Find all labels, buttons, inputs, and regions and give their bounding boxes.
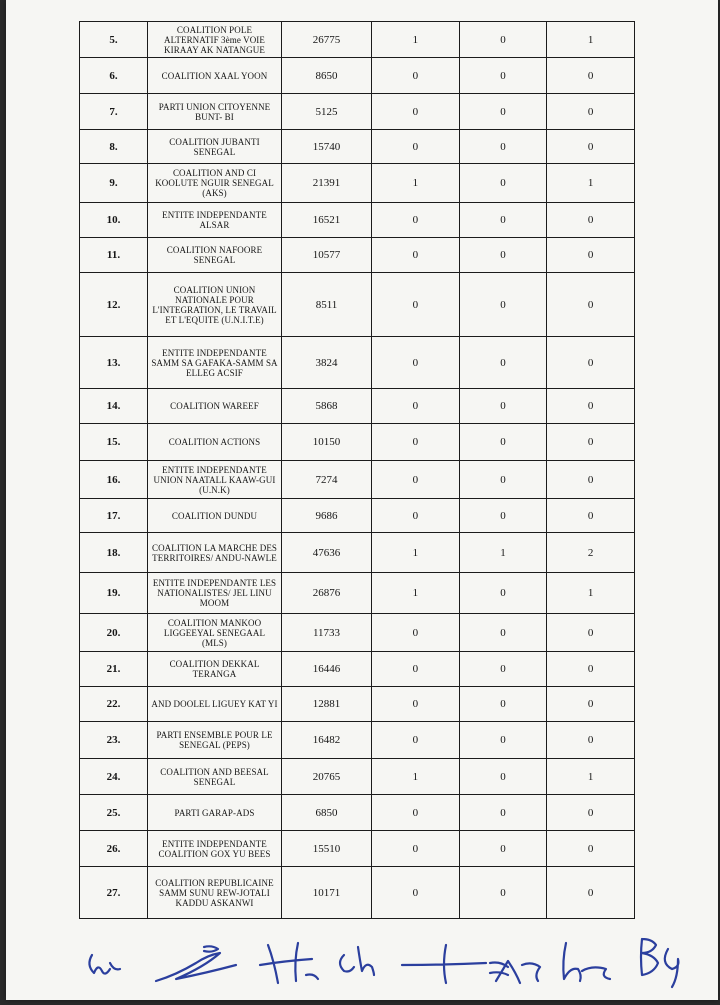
party-name: COALITION AND BEESAL SENEGAL <box>148 759 282 795</box>
party-name: COALITION NAFOORE SENEGAL <box>148 238 282 273</box>
vote-count: 9686 <box>282 499 372 533</box>
party-name: COALITION UNION NATIONALE POUR L'INTEGRATION, LE TRAVAIL ET L'EQUITE (U.N.I.T.E) <box>148 273 282 337</box>
table-row <box>80 22 635 58</box>
table-row <box>80 614 635 652</box>
row-number: 14. <box>80 389 148 424</box>
row-number: 15. <box>80 424 148 461</box>
seats-col-3: 0 <box>547 867 635 919</box>
seats-col-1: 1 <box>372 22 460 58</box>
table-row <box>80 130 635 164</box>
seats-col-3: 0 <box>547 389 635 424</box>
party-name: COALITION POLE ALTERNATIF 3ème VOIE KIRAAY AK NATANGUE <box>148 22 282 58</box>
party-name: ENTITE INDEPENDANTE SAMM SA GAFAKA-SAMM SA ELLEG ACSIF <box>148 337 282 389</box>
seats-col-2: 0 <box>459 687 547 722</box>
table-row <box>80 389 635 424</box>
seats-col-2: 0 <box>459 759 547 795</box>
vote-count: 47636 <box>282 533 372 573</box>
seats-col-1: 0 <box>372 461 460 499</box>
seats-col-3: 0 <box>547 203 635 238</box>
handwritten-signatures <box>6 925 718 1000</box>
vote-count: 16446 <box>282 652 372 687</box>
seats-col-1: 0 <box>372 273 460 337</box>
seats-col-3: 1 <box>547 164 635 203</box>
row-number: 20. <box>80 614 148 652</box>
row-number: 7. <box>80 94 148 130</box>
vote-count: 15510 <box>282 831 372 867</box>
seats-col-1: 0 <box>372 424 460 461</box>
seats-col-1: 0 <box>372 58 460 94</box>
seats-col-2: 0 <box>459 573 547 614</box>
seats-col-2: 0 <box>459 795 547 831</box>
seats-col-3: 0 <box>547 130 635 164</box>
row-number: 19. <box>80 573 148 614</box>
seats-col-3: 0 <box>547 795 635 831</box>
table-row <box>80 831 635 867</box>
seats-col-2: 0 <box>459 499 547 533</box>
seats-col-1: 0 <box>372 795 460 831</box>
row-number: 13. <box>80 337 148 389</box>
seats-col-2: 0 <box>459 389 547 424</box>
seats-col-2: 0 <box>459 652 547 687</box>
party-name: ENTITE INDEPENDANTE COALITION GOX YU BEES <box>148 831 282 867</box>
seats-col-3: 0 <box>547 831 635 867</box>
seats-col-2: 0 <box>459 22 547 58</box>
vote-count: 16521 <box>282 203 372 238</box>
seats-col-1: 1 <box>372 573 460 614</box>
seats-col-1: 0 <box>372 652 460 687</box>
row-number: 16. <box>80 461 148 499</box>
seats-col-2: 1 <box>459 533 547 573</box>
table-row <box>80 795 635 831</box>
row-number: 12. <box>80 273 148 337</box>
party-name: ENTITE INDEPENDANTE ALSAR <box>148 203 282 238</box>
seats-col-3: 0 <box>547 614 635 652</box>
vote-count: 5868 <box>282 389 372 424</box>
vote-count: 10150 <box>282 424 372 461</box>
table-row <box>80 203 635 238</box>
seats-col-3: 1 <box>547 22 635 58</box>
table-row <box>80 164 635 203</box>
vote-count: 26775 <box>282 22 372 58</box>
seats-col-1: 1 <box>372 164 460 203</box>
row-number: 11. <box>80 238 148 273</box>
seats-col-2: 0 <box>459 831 547 867</box>
seats-col-3: 0 <box>547 687 635 722</box>
scanned-page <box>6 0 718 1000</box>
seats-col-1: 0 <box>372 722 460 759</box>
seats-col-1: 0 <box>372 94 460 130</box>
seats-col-2: 0 <box>459 58 547 94</box>
row-number: 18. <box>80 533 148 573</box>
results-table <box>79 21 635 919</box>
vote-count: 12881 <box>282 687 372 722</box>
table-row <box>80 573 635 614</box>
row-number: 27. <box>80 867 148 919</box>
seats-col-2: 0 <box>459 203 547 238</box>
seats-col-1: 1 <box>372 759 460 795</box>
party-name: COALITION DEKKAL TERANGA <box>148 652 282 687</box>
vote-count: 10171 <box>282 867 372 919</box>
vote-count: 3824 <box>282 337 372 389</box>
row-number: 5. <box>80 22 148 58</box>
vote-count: 11733 <box>282 614 372 652</box>
table-row <box>80 424 635 461</box>
seats-col-1: 0 <box>372 867 460 919</box>
table-row <box>80 94 635 130</box>
row-number: 25. <box>80 795 148 831</box>
seats-col-1: 0 <box>372 203 460 238</box>
seats-col-3: 0 <box>547 94 635 130</box>
seats-col-3: 0 <box>547 652 635 687</box>
vote-count: 26876 <box>282 573 372 614</box>
table-row <box>80 867 635 919</box>
party-name: COALITION JUBANTI SENEGAL <box>148 130 282 164</box>
party-name: COALITION LA MARCHE DES TERRITOIRES/ ANDU-NAWLE <box>148 533 282 573</box>
seats-col-3: 1 <box>547 759 635 795</box>
party-name: COALITION ACTIONS <box>148 424 282 461</box>
seats-col-3: 1 <box>547 573 635 614</box>
table-row <box>80 238 635 273</box>
row-number: 22. <box>80 687 148 722</box>
row-number: 24. <box>80 759 148 795</box>
party-name: COALITION WAREEF <box>148 389 282 424</box>
row-number: 17. <box>80 499 148 533</box>
party-name: AND DOOLEL LIGUEY KAT YI <box>148 687 282 722</box>
seats-col-2: 0 <box>459 273 547 337</box>
party-name: COALITION DUNDU <box>148 499 282 533</box>
vote-count: 20765 <box>282 759 372 795</box>
row-number: 21. <box>80 652 148 687</box>
table-row <box>80 337 635 389</box>
row-number: 9. <box>80 164 148 203</box>
vote-count: 16482 <box>282 722 372 759</box>
party-name: ENTITE INDEPENDANTE UNION NAATALL KAAW-GUI (U.N.K) <box>148 461 282 499</box>
vote-count: 10577 <box>282 238 372 273</box>
seats-col-3: 0 <box>547 722 635 759</box>
party-name: PARTI UNION CITOYENNE BUNT- BI <box>148 94 282 130</box>
party-name: COALITION XAAL YOON <box>148 58 282 94</box>
seats-col-1: 0 <box>372 389 460 424</box>
seats-col-1: 0 <box>372 687 460 722</box>
table-row <box>80 759 635 795</box>
party-name: PARTI GARAP-ADS <box>148 795 282 831</box>
vote-count: 6850 <box>282 795 372 831</box>
seats-col-3: 0 <box>547 58 635 94</box>
seats-col-2: 0 <box>459 238 547 273</box>
seats-col-1: 0 <box>372 499 460 533</box>
table-row <box>80 687 635 722</box>
table-row <box>80 533 635 573</box>
seats-col-3: 0 <box>547 238 635 273</box>
row-number: 6. <box>80 58 148 94</box>
vote-count: 21391 <box>282 164 372 203</box>
seats-col-2: 0 <box>459 94 547 130</box>
vote-count: 8511 <box>282 273 372 337</box>
row-number: 26. <box>80 831 148 867</box>
seats-col-2: 0 <box>459 614 547 652</box>
table-row <box>80 499 635 533</box>
party-name: PARTI ENSEMBLE POUR LE SENEGAL (PEPS) <box>148 722 282 759</box>
seats-col-3: 0 <box>547 337 635 389</box>
vote-count: 8650 <box>282 58 372 94</box>
seats-col-2: 0 <box>459 867 547 919</box>
signatures-row <box>6 925 718 1000</box>
table-row <box>80 461 635 499</box>
seats-col-3: 0 <box>547 424 635 461</box>
party-name: COALITION AND CI KOOLUTE NGUIR SENEGAL (AKS) <box>148 164 282 203</box>
vote-count: 15740 <box>282 130 372 164</box>
results-table-body <box>80 22 635 919</box>
party-name: COALITION MANKOO LIGGEEYAL SENEGAAL (MLS) <box>148 614 282 652</box>
party-name: ENTITE INDEPENDANTE LES NATIONALISTES/ JEL LINU MOOM <box>148 573 282 614</box>
seats-col-3: 0 <box>547 499 635 533</box>
seats-col-2: 0 <box>459 722 547 759</box>
seats-col-3: 2 <box>547 533 635 573</box>
table-row <box>80 652 635 687</box>
seats-col-1: 0 <box>372 831 460 867</box>
row-number: 8. <box>80 130 148 164</box>
seats-col-1: 1 <box>372 533 460 573</box>
seats-col-1: 0 <box>372 130 460 164</box>
table-row <box>80 58 635 94</box>
vote-count: 5125 <box>282 94 372 130</box>
seats-col-2: 0 <box>459 164 547 203</box>
seats-col-3: 0 <box>547 273 635 337</box>
vote-count: 7274 <box>282 461 372 499</box>
seats-col-2: 0 <box>459 461 547 499</box>
seats-col-2: 0 <box>459 424 547 461</box>
seats-col-3: 0 <box>547 461 635 499</box>
seats-col-1: 0 <box>372 337 460 389</box>
table-row <box>80 273 635 337</box>
party-name: COALITION REPUBLICAINE SAMM SUNU REW-JOTALI KADDU ASKANWI <box>148 867 282 919</box>
row-number: 23. <box>80 722 148 759</box>
seats-col-1: 0 <box>372 238 460 273</box>
seats-col-2: 0 <box>459 337 547 389</box>
seats-col-2: 0 <box>459 130 547 164</box>
row-number: 10. <box>80 203 148 238</box>
table-row <box>80 722 635 759</box>
seats-col-1: 0 <box>372 614 460 652</box>
